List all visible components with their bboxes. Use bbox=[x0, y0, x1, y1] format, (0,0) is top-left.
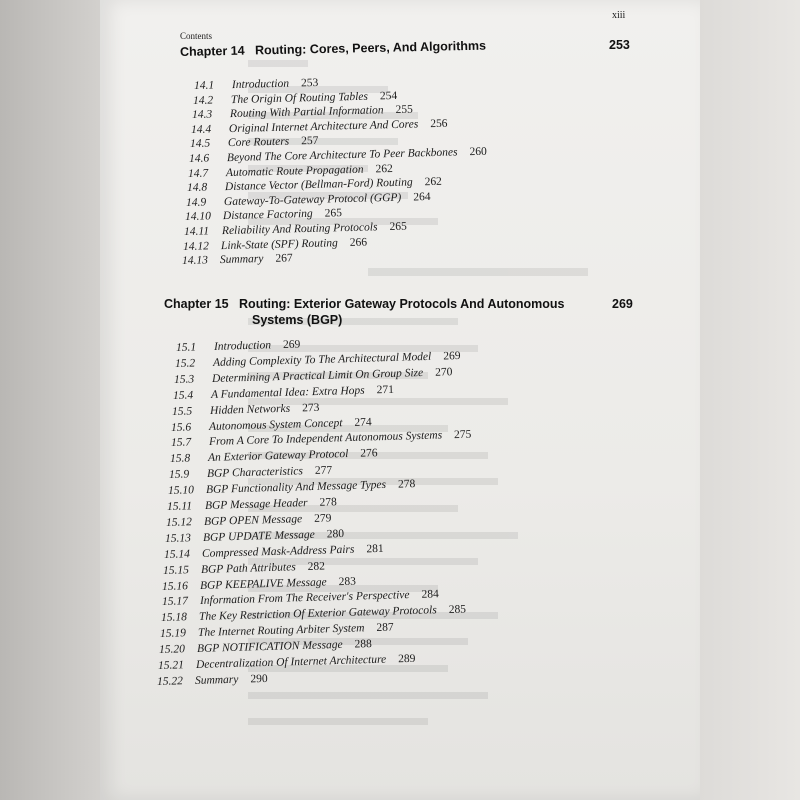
toc-entry-number: 15.1 bbox=[175, 341, 197, 354]
toc-entry-title: Summary bbox=[219, 253, 264, 267]
chapter-15-title-line-1: Routing: Exterior Gateway Protocols And Autonomous bbox=[239, 297, 565, 311]
toc-entry-page: 267 bbox=[275, 252, 293, 265]
toc-entry-page: 280 bbox=[326, 527, 345, 541]
chapter-15-title-line-2: Systems (BGP) bbox=[252, 313, 343, 327]
running-head-page-number: xiii bbox=[612, 10, 626, 21]
toc-entry-title: BGP Message Header bbox=[204, 497, 308, 512]
toc-entry-title: Information From The Receiver's Perspective bbox=[199, 589, 410, 608]
toc-entry-title: Compressed Mask-Address Pairs bbox=[202, 543, 355, 560]
toc-entry-number: 14.12 bbox=[182, 239, 210, 253]
toc-entry-page: 271 bbox=[376, 383, 395, 396]
chapter-15-heading bbox=[164, 297, 565, 311]
toc-entry-number: 15.20 bbox=[158, 643, 185, 657]
toc-entry-page: 262 bbox=[424, 175, 443, 189]
toc-entry-number: 15.21 bbox=[157, 659, 184, 672]
toc-entry-page: 255 bbox=[395, 103, 413, 117]
toc-entry-number: 15.9 bbox=[168, 468, 190, 482]
toc-entry-title: BGP Characteristics bbox=[206, 465, 303, 481]
toc-entry-number: 15.2 bbox=[174, 357, 196, 370]
toc-entry-page: 290 bbox=[250, 672, 268, 686]
toc-entry-title: Automatic Route Propagation bbox=[225, 163, 364, 179]
toc-entry-title: Introduction bbox=[231, 77, 290, 92]
toc-entry-number: 15.19 bbox=[159, 627, 186, 641]
toc-entry-page: 260 bbox=[469, 145, 487, 159]
book-page bbox=[100, 0, 700, 800]
toc-entry-page: 285 bbox=[448, 603, 466, 617]
toc-entry-number: 14.7 bbox=[187, 167, 209, 180]
chapter-15-page: 269 bbox=[612, 297, 633, 311]
toc-entry-title: Link-State (SPF) Routing bbox=[220, 236, 339, 252]
toc-entry-title: BGP Functionality And Message Types bbox=[205, 479, 387, 497]
toc-entry-title: Original Internet Architecture And Cores bbox=[228, 118, 419, 135]
toc-entry-number: 15.18 bbox=[160, 611, 187, 625]
toc-entry-number: 14.4 bbox=[190, 123, 212, 136]
toc-entry-page: 287 bbox=[375, 621, 394, 635]
chapter-14-page: 253 bbox=[609, 38, 630, 52]
toc-entry-number: 15.4 bbox=[173, 389, 194, 402]
toc-entry-page: 276 bbox=[359, 447, 378, 460]
toc-entry-number: 14.5 bbox=[189, 137, 211, 151]
toc-entry-title: BGP KEEPALIVE Message bbox=[200, 575, 328, 592]
toc-entry-page: 256 bbox=[430, 117, 448, 130]
toc-entry-page: 275 bbox=[453, 429, 472, 442]
toc-entry-page: 262 bbox=[375, 162, 393, 176]
toc-entry-number: 15.7 bbox=[170, 436, 191, 450]
background-left bbox=[0, 0, 106, 800]
toc-entry-number: 15.13 bbox=[164, 532, 192, 545]
toc-entry-number: 15.6 bbox=[171, 420, 192, 434]
toc-entry-number: 14.6 bbox=[188, 152, 210, 165]
toc-entry-page: 278 bbox=[397, 478, 416, 491]
toc-entry-title: Introduction bbox=[213, 339, 272, 353]
toc-entry-title: Adding Complexity To The Architectural Model bbox=[212, 350, 432, 369]
toc-entry-number: 14.13 bbox=[181, 254, 209, 268]
toc-entry-title: BGP OPEN Message bbox=[203, 513, 303, 528]
toc-entry-title: The Internet Routing Arbiter System bbox=[197, 622, 365, 640]
toc-entry-number: 15.22 bbox=[156, 675, 184, 688]
toc-entry-page: 279 bbox=[313, 512, 332, 525]
toc-entry-title: The Origin Of Routing Tables bbox=[230, 90, 369, 106]
toc-entry-page: 278 bbox=[319, 496, 337, 509]
toc-entry-number: 14.3 bbox=[191, 108, 213, 122]
toc-entry-number: 15.3 bbox=[174, 373, 195, 386]
toc-entry-page: 277 bbox=[314, 464, 333, 478]
toc-entry-title: BGP UPDATE Message bbox=[202, 528, 316, 544]
toc-entry-title: BGP NOTIFICATION Message bbox=[196, 638, 343, 656]
toc-entry-title: Routing With Partial Information bbox=[229, 104, 384, 121]
toc-entry-number: 14.11 bbox=[183, 225, 210, 238]
toc-entry-page: 288 bbox=[354, 638, 372, 651]
toc-entry-number: 15.17 bbox=[161, 595, 188, 609]
toc-entry-title: BGP Path Attributes bbox=[201, 560, 297, 576]
toc-entry-page: 265 bbox=[389, 220, 407, 233]
toc-entry-number: 14.8 bbox=[186, 181, 208, 195]
toc-entry-title: Gateway-To-Gateway Protocol (GGP) bbox=[223, 191, 402, 208]
toc-entry-page: 284 bbox=[420, 588, 439, 602]
toc-entry-number: 15.11 bbox=[166, 500, 193, 513]
toc-entry-page: 289 bbox=[397, 652, 416, 666]
toc-entry-number: 15.16 bbox=[162, 579, 189, 593]
toc-entry-number: 14.2 bbox=[192, 94, 214, 107]
toc-entry-title: Determining A Practical Limit On Group Size bbox=[212, 366, 424, 385]
toc-entry-page: 269 bbox=[282, 338, 301, 352]
toc-entry-title: Beyond The Core Architecture To Peer Backbones bbox=[226, 146, 458, 165]
toc-entry-page: 253 bbox=[300, 76, 319, 90]
toc-entry-number: 14.10 bbox=[184, 210, 212, 224]
toc-entry-page: 270 bbox=[435, 366, 453, 379]
toc-entry-page: 273 bbox=[302, 401, 320, 414]
toc-entry-page: 254 bbox=[379, 89, 398, 103]
toc-entry-page: 282 bbox=[307, 560, 326, 573]
toc-entry-number: 14.9 bbox=[185, 196, 207, 209]
toc-entry-title: Distance Factoring bbox=[222, 208, 313, 223]
toc-entry-title: An Exterior Gateway Protocol bbox=[207, 448, 349, 465]
toc-entry-page: 264 bbox=[413, 190, 431, 204]
toc-entry-number: 15.5 bbox=[172, 405, 193, 418]
toc-entry-title: Hidden Networks bbox=[210, 402, 291, 417]
toc-entry-title: Summary bbox=[194, 673, 239, 687]
chapter-14-label: Chapter 14 bbox=[179, 43, 245, 59]
toc-entry-page: 266 bbox=[349, 236, 368, 249]
toc-entry-number: 14.1 bbox=[193, 79, 215, 92]
toc-entry-number: 15.15 bbox=[163, 563, 190, 577]
toc-entry-number: 15.8 bbox=[169, 452, 190, 466]
toc-entry-page: 283 bbox=[338, 575, 357, 588]
chapter-14-title: Routing: Cores, Peers, And Algorithms bbox=[254, 38, 487, 58]
toc-entry-title: Core Routers bbox=[227, 135, 290, 150]
toc-entry-page: 281 bbox=[366, 542, 385, 556]
background-right bbox=[690, 0, 800, 800]
toc-entry-page: 257 bbox=[301, 135, 319, 148]
toc-entry-title: Reliability And Routing Protocols bbox=[221, 221, 378, 238]
toc-entry-number: 15.14 bbox=[164, 547, 191, 561]
chapter-15-label: Chapter 15 bbox=[164, 297, 229, 311]
toc-entry-title: Decentralization Of Internet Architecture bbox=[195, 653, 387, 671]
toc-entry-number: 15.12 bbox=[165, 516, 193, 529]
running-head-left: Contents bbox=[180, 31, 213, 41]
toc-entry-page: 265 bbox=[324, 207, 343, 220]
toc-entry-title: A Fundamental Idea: Extra Hops bbox=[211, 384, 366, 401]
toc-entry-title: From A Core To Independent Autonomous Systems bbox=[208, 429, 442, 449]
toc-entry-page: 269 bbox=[443, 349, 461, 363]
toc-entry-title: The Key Restriction Of Exterior Gateway Protocols bbox=[198, 604, 437, 624]
toc-entry-number: 15.10 bbox=[167, 484, 194, 498]
toc-entry-page: 274 bbox=[354, 415, 373, 429]
toc-entry-title: Distance Vector (Bellman-Ford) Routing bbox=[224, 176, 413, 194]
toc-entry-title: Autonomous System Concept bbox=[209, 416, 344, 433]
